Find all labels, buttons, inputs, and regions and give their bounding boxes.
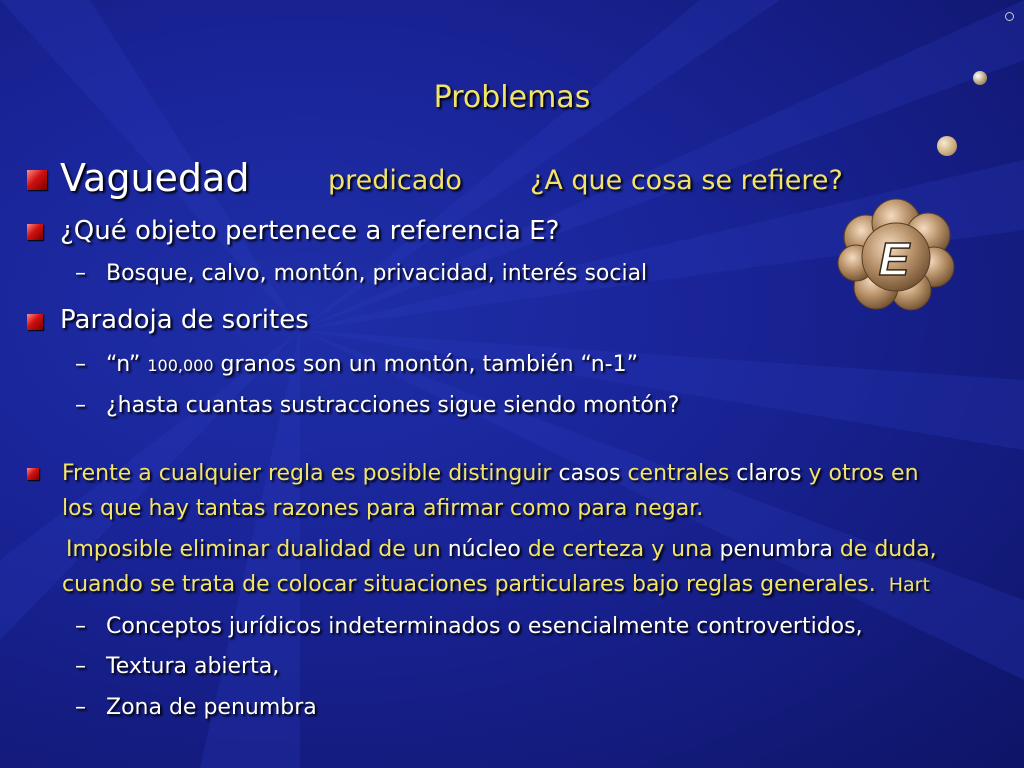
imposible-part-a: Imposible eliminar dualidad de un [66,537,441,562]
ejemplos-list: Bosque, calvo, montón, privacidad, interés social [106,261,648,286]
cloud-e-icon [836,195,956,315]
frente-line-1 [62,461,919,486]
bullet-icon [27,468,39,480]
slide-title: Problemas [433,80,591,115]
sorites-text: granos son un montón, también [220,352,574,377]
dash-icon: – [75,352,86,377]
imposible-line-2 [62,572,930,597]
sorites-item-1 [106,352,638,377]
frente-part-a: Frente a cualquier regla es posible distinguir [62,461,552,486]
sorites-number: 100,000 [147,356,214,375]
vaguedad-heading: Vaguedad [60,156,250,200]
frente-part-d: claros [736,461,802,486]
dash-icon: – [75,261,86,286]
sub-item-conceptos: Conceptos jurídicos indeterminados o esencialmente controvertidos, [106,614,863,639]
dash-icon: – [75,654,86,679]
author-hart: Hart [888,574,930,596]
bullet-icon [27,314,43,330]
quote-n: “n” [106,352,141,377]
frente-part-e: y otros en [808,461,919,486]
imposible-part-e: de duda, [839,537,937,562]
dash-icon: – [75,614,86,639]
predicado-label: predicado [328,165,462,196]
sorites-item-2: ¿hasta cuantas sustracciones sigue siendo montón? [106,393,680,418]
frente-part-c: centrales [627,461,730,486]
svg-text:E: E [878,233,910,285]
imposible-part-c: de certeza y una [527,537,713,562]
sorites-heading: Paradoja de sorites [60,305,309,335]
decor-dot-small [1005,12,1014,21]
bullet-icon [27,170,47,190]
frente-line-2: los que hay tantas razones para afirmar como para negar. [62,496,704,521]
imposible-line-2-text: cuando se trata de colocar situaciones particulares bajo reglas generales. [62,572,876,597]
frente-part-b: casos [558,461,621,486]
referencia-question: ¿Qué objeto pertenece a referencia E? [60,216,560,246]
bullet-icon [27,224,43,240]
quote-n-minus-1: “n-1” [580,352,639,377]
referente-question: ¿A que cosa se refiere? [530,165,843,196]
imposible-line-1 [66,537,937,562]
dash-icon: – [75,695,86,720]
decor-dot-large [937,136,957,156]
imposible-part-b: núcleo [447,537,521,562]
sub-item-zona: Zona de penumbra [106,695,317,720]
sub-item-textura: Textura abierta, [106,654,280,679]
imposible-part-d: penumbra [719,537,833,562]
dash-icon: – [75,393,86,418]
